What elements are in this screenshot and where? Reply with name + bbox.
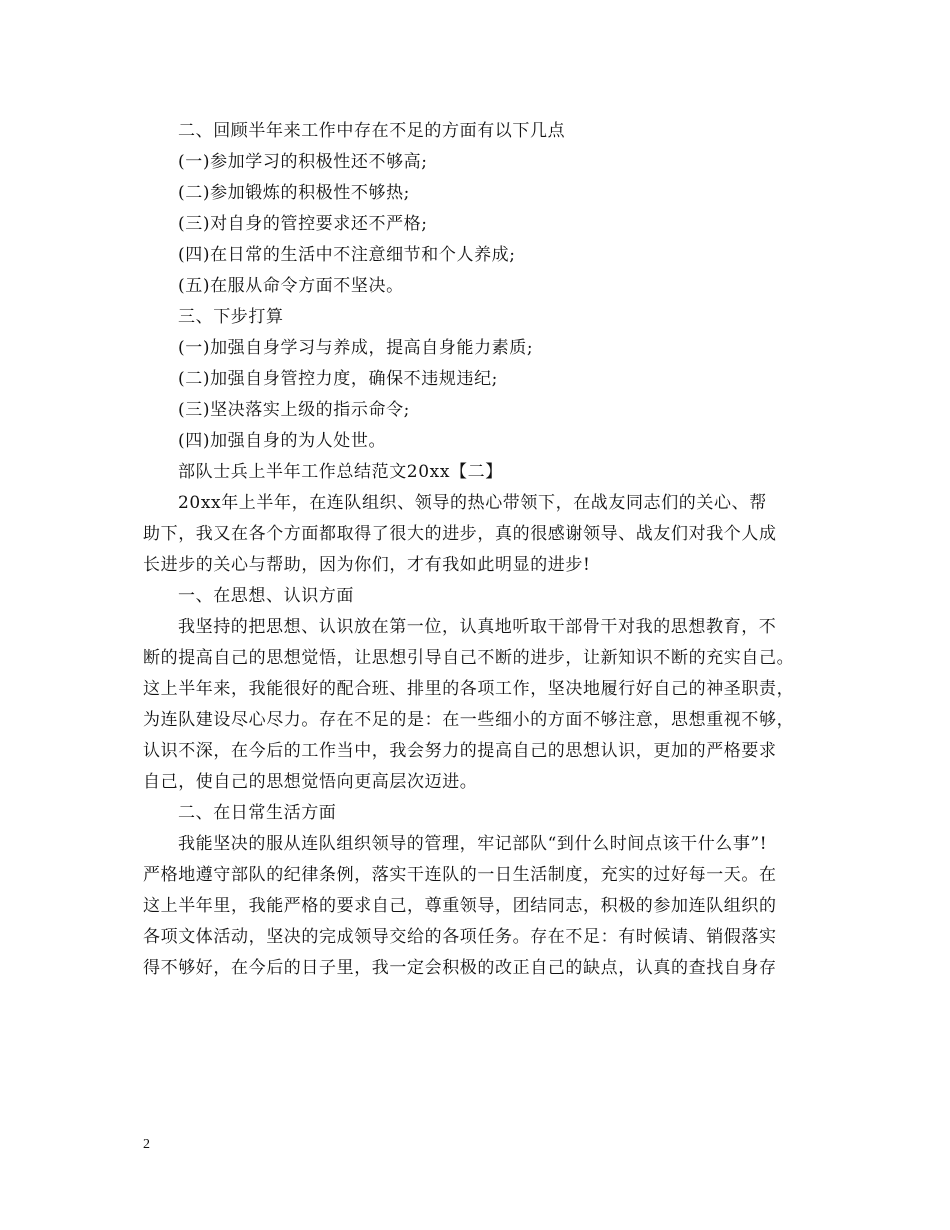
section-heading-next-steps: 三、下步打算 [178,307,284,327]
paragraph-daily-life [143,829,810,984]
paragraph-thought [143,612,810,798]
paragraph-line: 断的提高自己的思想觉悟，让思想引导自己不断的进步，让新知识不断的充实自己。 [143,648,795,668]
paragraph-line: 得不够好，在今后的日子里，我一定会积极的改正自己的缺点，认真的查找自身存 [143,958,777,978]
list-item: (四)在日常的生活中不注意细节和个人养成; [178,245,516,265]
list-item: (三)对自身的管控要求还不严格; [178,214,428,234]
paragraph-line: 自己，使自己的思想觉悟向更高层次迈进。 [143,772,478,792]
article-title: 部队士兵上半年工作总结范文20xx【二】 [178,462,503,482]
section-heading-shortcomings: 二、回顾半年来工作中存在不足的方面有以下几点 [178,121,566,141]
paragraph-line: 这上半年里，我能严格的要求自己，尊重领导，团结同志，积极的参加连队组织的 [143,896,777,916]
list-item: (四)加强自身的为人处世。 [178,431,387,451]
paragraph-line: 我能坚决的服从连队组织领导的管理，牢记部队“到什么时间点该干什么事”! [178,834,768,854]
paragraph-line: 助下，我又在各个方面都取得了很大的进步，真的很感谢领导、战友们对我个人成 [143,524,777,544]
paragraph-line: 20xx年上半年，在连队组织、领导的热心带领下，在战友同志们的关心、帮 [178,493,767,513]
list-item: (五)在服从命令方面不坚决。 [178,276,404,296]
paragraph-line: 严格地遵守部队的纪律条例，落实干连队的一日生活制度，充实的过好每一天。在 [143,865,777,885]
paragraph-line: 各项文体活动，坚决的完成领导交给的各项任务。存在不足：有时候请、销假落实 [143,927,777,947]
page-number: 2 [143,1137,150,1152]
paragraph-line: 认识不深，在今后的工作当中，我会努力的提高自己的思想认识，更加的严格要求 [143,741,777,761]
list-item: (一)加强自身学习与养成，提高自身能力素质; [178,338,534,358]
paragraph-intro [143,488,810,581]
document-body [143,116,810,984]
paragraph-line: 这上半年来，我能很好的配合班、排里的各项工作，坚决地履行好自己的神圣职责， [143,679,795,699]
list-item: (二)参加锻炼的积极性不够热; [178,183,410,203]
section-heading-thought: 一、在思想、认识方面 [178,586,354,606]
paragraph-line: 为连队建设尽心尽力。存在不足的是：在一些细小的方面不够注意，思想重视不够， [143,710,795,730]
list-item: (三)坚决落实上级的指示命令; [178,400,410,420]
list-item: (二)加强自身管控力度，确保不违规违纪; [178,369,498,389]
paragraph-line: 我坚持的把思想、认识放在第一位，认真地听取干部骨干对我的思想教育，不 [178,617,777,637]
list-item: (一)参加学习的积极性还不够高; [178,152,428,172]
paragraph-line: 长进步的关心与帮助，因为你们，才有我如此明显的进步! [143,555,591,575]
section-heading-daily-life: 二、在日常生活方面 [178,803,337,823]
